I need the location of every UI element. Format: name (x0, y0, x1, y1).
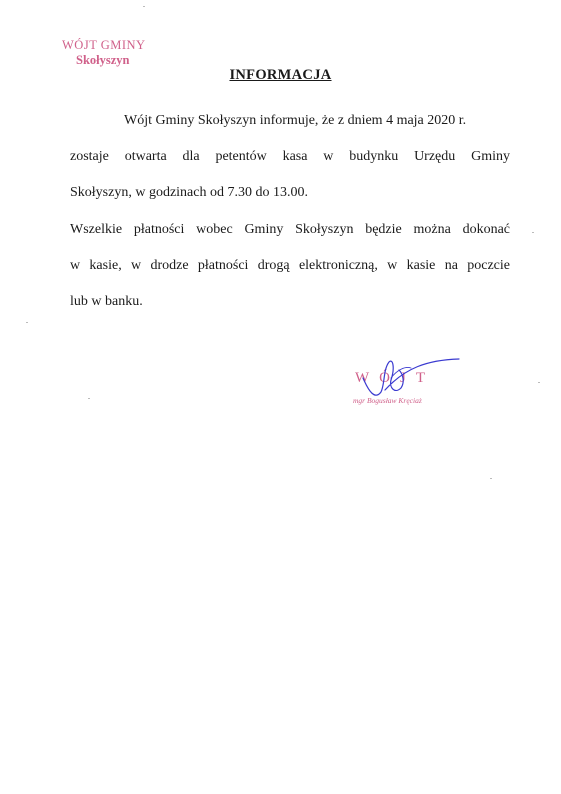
scan-speck (532, 232, 534, 233)
paragraph-1-line-1: Wójt Gminy Skołyszyn informuje, że z dniem 4 maja 2020 r. (124, 113, 467, 128)
paragraph-1 (70, 103, 510, 211)
stamp-line-2: Skołyszyn (76, 53, 130, 67)
signature-stamp-name: mgr Bogusław Kręciaż (353, 396, 422, 405)
paragraph-2-line-1: Wszelkie płatności wobec Gminy Skołyszyn będzie można dokonać (70, 222, 510, 237)
handwritten-signature-icon (345, 348, 475, 418)
scan-speck (26, 322, 28, 323)
stamp-line-1: WÓJT GMINY (62, 38, 146, 52)
paragraph-1-line-2: zostaje otwarta dla petentów kasa w budynku Urzędu Gminy (70, 149, 510, 164)
header-stamp (62, 38, 146, 68)
paragraph-2-line-3: lub w banku. (70, 294, 143, 309)
paragraph-2-line-2: w kasie, w drodze płatności drogą elektroniczną, w kasie na poczcie (70, 258, 510, 273)
paragraph-2 (70, 212, 510, 320)
paragraph-1-line-3: Skołyszyn, w godzinach od 7.30 do 13.00. (70, 185, 308, 200)
signature-block (345, 348, 475, 418)
document-title: INFORMACJA (229, 67, 332, 83)
signature-stamp-title: WÓJT (355, 370, 435, 386)
scan-speck (538, 382, 540, 383)
scan-speck (490, 478, 492, 479)
scan-speck (88, 398, 90, 399)
scan-speck (143, 6, 145, 7)
